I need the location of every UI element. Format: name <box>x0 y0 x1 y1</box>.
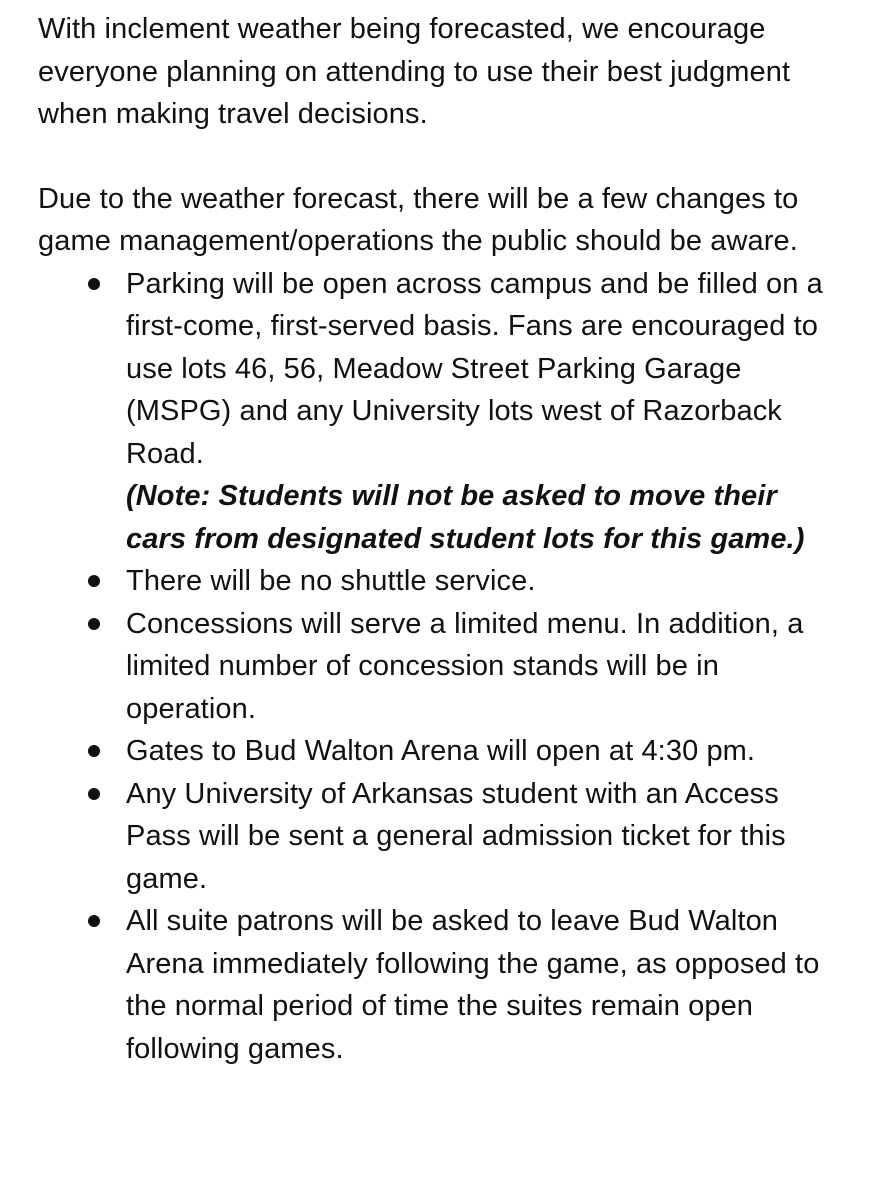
intro-paragraph: With inclement weather being forecasted, we encourage everyone planning on attending to use their best judgment when making travel decisions. <box>38 13 791 130</box>
list-item-suites <box>126 900 844 1070</box>
list-item-text: Parking will be open across campus and be filled on a first-come, first-served basis. Fans are encouraged to use lots 46, 56, Meadow Street Parking Garage (MSPG) and any University lots west of Razorback Road. <box>126 267 823 470</box>
list-item-shuttle <box>126 560 844 603</box>
list-item-text: Concessions will serve a limited menu. In addition, a limited number of concession stands will be in operation. <box>126 607 804 725</box>
list-item-text: All suite patrons will be asked to leave Bud Walton Arena immediately following the game, as opposed to the normal period of time the suites remain open following games. <box>126 905 820 1065</box>
list-item-text: There will be no shuttle service. <box>126 565 536 597</box>
student-parking-note: (Note: Students will not be asked to move their cars from designated student lots for this game.) <box>126 480 805 555</box>
list-item-parking <box>126 263 844 561</box>
list-item-text: Any University of Arkansas student with an Access Pass will be sent a general admission ticket for this game. <box>126 777 786 895</box>
changes-paragraph: Due to the weather forecast, there will be a few changes to game management/operations the public should be aware. <box>38 182 799 257</box>
changes-list <box>38 263 844 1071</box>
list-item-student-tickets <box>126 773 844 901</box>
list-item-text: Gates to Bud Walton Arena will open at 4:30 pm. <box>126 735 756 767</box>
list-item-gates <box>126 730 844 773</box>
list-item-concessions <box>126 603 844 731</box>
